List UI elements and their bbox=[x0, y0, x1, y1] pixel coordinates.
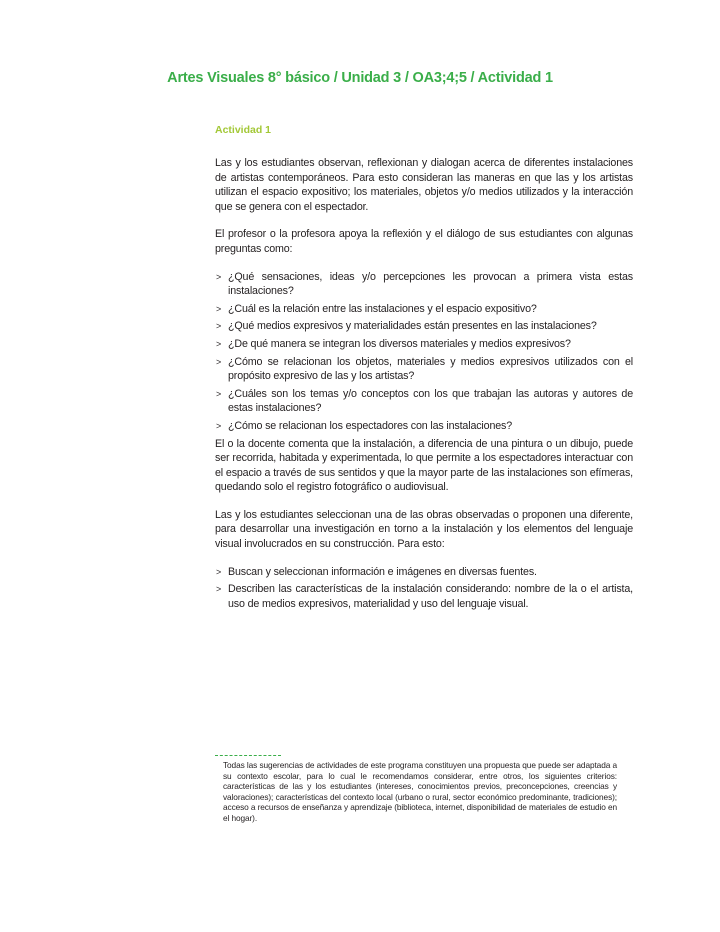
chevron-bullet-icon: > bbox=[216, 338, 222, 349]
chevron-bullet-icon: > bbox=[216, 303, 222, 314]
question-item bbox=[215, 270, 633, 299]
question-item bbox=[215, 355, 633, 384]
question-text: ¿Cómo se relacionan los espectadores con las instalaciones? bbox=[228, 419, 513, 432]
page-title: Artes Visuales 8° básico / Unidad 3 / OA3;4;5 / Actividad 1 bbox=[167, 70, 553, 86]
footnote-section bbox=[215, 755, 617, 824]
question-item bbox=[215, 419, 633, 434]
question-item bbox=[215, 387, 633, 416]
question-text: ¿Cuál es la relación entre las instalaciones y el espacio expositivo? bbox=[228, 302, 537, 315]
footnote-text: Todas las sugerencias de actividades de este programa constituyen una propuesta que puede ser adaptada a su contexto escolar, para lo cual le recomendamos considerar, entre otros, los siguientes criterios: características de las y los estudiantes (intereses, conocimientos previos, preconcepciones, creencias y valoraciones); características del contexto local (urbano o rural, sector económico predominante, tradiciones); acceso a recursos de enseñanza y aprendizaje (biblioteca, internet, disponibilidad de materiales de estudio en el hogar). bbox=[223, 760, 617, 823]
step-text: Buscan y seleccionan información e imágenes en diversas fuentes. bbox=[228, 565, 537, 578]
activity-content bbox=[215, 124, 633, 624]
activity-heading: Actividad 1 bbox=[215, 124, 272, 136]
steps-list bbox=[215, 565, 633, 612]
teacher-comment-paragraph: El o la docente comenta que la instalación, a diferencia de una pintura o un dibujo, puede ser recorrida, habitada y experimentada, lo que permite a los espectadores interactuar con el espacio a través de sus sentidos y que la mayor parte de las instalaciones son efímeras, quedando solo el registro fotográfico o audiovisual. bbox=[215, 437, 633, 494]
chevron-bullet-icon: > bbox=[216, 388, 222, 399]
questions-intro-paragraph: El profesor o la profesora apoya la reflexión y el diálogo de sus estudiantes con algunas preguntas como: bbox=[215, 228, 633, 255]
question-text: ¿Cómo se relacionan los objetos, materiales y medios expresivos utilizados con el propósito expresivo de las y los artistas? bbox=[228, 355, 633, 383]
chevron-bullet-icon: > bbox=[216, 271, 222, 282]
question-item bbox=[215, 302, 633, 317]
step-text: Describen las características de la instalación considerando: nombre de la o el artista, uso de medios expresivos, materialidad y uso del lenguaje visual. bbox=[228, 583, 633, 610]
question-item bbox=[215, 337, 633, 352]
question-text: ¿Cuáles son los temas y/o conceptos con los que trabajan las autoras y autores de estas instalaciones? bbox=[228, 387, 633, 415]
chevron-bullet-icon: > bbox=[216, 321, 222, 332]
question-text: ¿De qué manera se integran los diversos materiales y medios expresivos? bbox=[228, 337, 571, 350]
question-text: ¿Qué sensaciones, ideas y/o percepciones les provocan a primera vista estas instalaciones? bbox=[228, 270, 633, 298]
step-item bbox=[215, 565, 633, 580]
footnote-divider bbox=[215, 755, 281, 756]
selection-paragraph: Las y los estudiantes seleccionan una de las obras observadas o proponen una diferente, para desarrollar una investigación en torno a la instalación y los elementos del lenguaje visual involucrados en su construcción. Para esto: bbox=[215, 508, 633, 551]
questions-list bbox=[215, 270, 633, 434]
chevron-bullet-icon: > bbox=[216, 566, 222, 577]
question-item bbox=[215, 319, 633, 334]
chevron-bullet-icon: > bbox=[216, 356, 222, 367]
chevron-bullet-icon: > bbox=[216, 584, 222, 595]
step-item bbox=[215, 582, 633, 611]
question-text: ¿Qué medios expresivos y materialidades están presentes en las instalaciones? bbox=[228, 320, 597, 333]
chevron-bullet-icon: > bbox=[216, 420, 222, 431]
intro-paragraph: Las y los estudiantes observan, reflexionan y dialogan acerca de diferentes instalaciones de artistas contemporáneos. Para esto consideran las maneras en que las y los artistas utilizan el espacio expositivo; los materiales, objetos y/o medios utilizados y la interacción que se genera con el espectador. bbox=[215, 157, 633, 213]
